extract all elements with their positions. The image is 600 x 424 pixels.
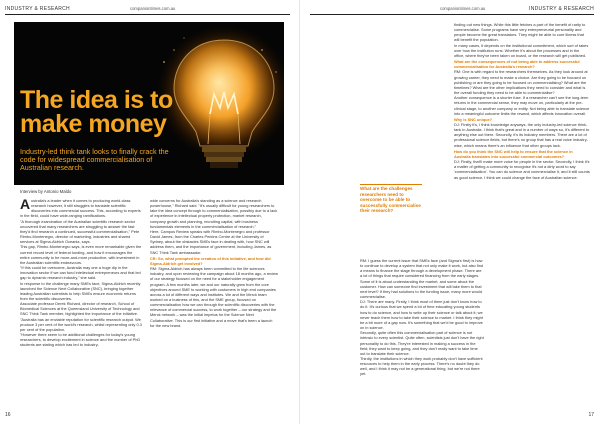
question: What are the consequences of not being able to address successful commercialisation for Australia's research? bbox=[454, 59, 580, 70]
paragraph: Another consequence is a shorter fuse. If a researcher can't see the long-term returns in the commercial sense, they may move on, particularly at the pre-clinical stage, to another company or entity. Not being able to translate science into a meaningful outcome limits the reward, which affects innovation overall. bbox=[454, 95, 590, 116]
paragraph: RM: I guess the current issue that SMEs face (and Sigma's first) is how to continue to develop a system that not only make it work, but also find a means to finance the stage through a development phase. There are a lot of things that require considered financing from the early stages. Some of it is about understanding the market, and some about the customer. How can someone find investment that will take them to that next level? If they had solutions to the funding issue, many more would commercialise. bbox=[360, 258, 484, 300]
article-title bbox=[20, 88, 173, 136]
paragraph: finding out new things. While this little fetches a part of the benefit of rarity to commercialise. Some programs have very entrepreneurial personality and people become the great translators. They might be able to cure illness that will benefit the population. bbox=[454, 22, 586, 43]
paragraph: ustralia's a leader when it comes to producing world-class research however, it still struggles to translate scientific discoveries into commercial success. This, according to experts in the field, could have wide-ranging ramifications. bbox=[20, 198, 141, 219]
site-url: companiontimes.com.au bbox=[440, 6, 486, 11]
paragraph: DJ: There are many. Firstly, I think most of them just don't know how to do it. It's curious that we spend a lot of time educating young students how to do science, and how to write up their science or talk about it; we never teach them how to take their science to market. I think they might be a bit more of a gap now. It's something that we'd be good to improve on in science. bbox=[360, 299, 483, 331]
byline: Interview by Antonio Maldo bbox=[20, 189, 72, 194]
paragraph: Associate professor Derek Richard, director of research, School of Biomedical Sciences at the Queensland University of Technology and SNC Think Tank member, highlighted the importance of the initiative. bbox=[20, 301, 140, 317]
header-rule bbox=[310, 14, 594, 15]
body-column-b bbox=[454, 22, 590, 410]
paragraph: DJ: Firstly, that'll make more voice for people in the sector. Secondly, I think it's a matter of getting a community to recognise it's not a dirty word to say 'commercialisation'. You can do science and commercialise it, and it still counts as good science. I think we could change the face of Australian science. bbox=[454, 159, 590, 180]
body-column-2 bbox=[150, 198, 278, 410]
right-page bbox=[300, 0, 600, 424]
drop-cap: A bbox=[20, 198, 31, 212]
paragraph: In many cases, it depends on the institutional commitment, which sort of takes over how the institution runs: Whether it's about the processes and in the office, where they've been taken on board, or the research will get published. bbox=[454, 42, 589, 58]
hero-image bbox=[14, 22, 284, 185]
paragraph: "Australia has an enviable reputation for scientific research output. We produce 3 per cent of the world's research, whilst representing only 0.3 per cent of the population. bbox=[20, 316, 142, 332]
paragraph: wide concerns for Australia's standing as a science and research powerhouse," Richard said. "It's usually difficult for young researchers to take the idea concept through to commercialisation, possibly due to a lack of experience in intellectual property protection, market research, company growth and planning, recruiting capital, with business fundamentals elements in the commercialisation of research." bbox=[150, 198, 278, 229]
paragraph: "However there seem to be additional challenges for today's young researchers, to develop excitement in science and the number of PhD students are stating which has led to industry- bbox=[20, 332, 141, 348]
title-line-1: The idea is to bbox=[20, 86, 173, 114]
pull-quote-rule bbox=[360, 184, 422, 185]
site-url: companiontimes.com.au bbox=[130, 6, 176, 11]
page-number: 16 bbox=[5, 412, 11, 418]
standfirst: Industry-led think tank looks to finally crack the code for widespread commercialisation of Australian research. bbox=[20, 147, 169, 173]
section-label: INDUSTRY & RESEARCH bbox=[5, 6, 70, 12]
paragraph: RM: Sigma-Aldrich has always been committed to the life sciences industry, and upon reviewing the campaign about 18 months ago, a review of our strategy focused on the need for a stakeholder engagement program. A few months later, we and our naturally grew from the core objectives around SME to working with customers in high end companies across a lot of different ways and institutes. We and the Merck team worked on a business of this, and the SME group, focused on commercialisation how we can through the scientific discoveries with the relevance of commercial success, to work together – our strategy and the Merck network – was the initial impetus for the Science Next Collaborative. This is our first initiative and a move that's been a launch for the new brand. bbox=[150, 266, 278, 328]
pull-quote: What are the challenges researchers need to overcome to be able to successfully commercialise their research? bbox=[360, 186, 421, 214]
question: How do you think the SNC will help to ensure that the science in Australia translates into successful commercial outcomes? bbox=[454, 148, 573, 159]
paragraph: "A thorough examination of the Australian scientific research sector uncovered that many researchers are struggling to answer the fast they'd find research a continued, successful commercialisation," Pete Rimbo-Montenegro, director of marketing, industries and shared services at Sigma-Aldrich Oceania, says. bbox=[20, 218, 140, 245]
question: Why is SNC unique? bbox=[454, 116, 493, 122]
paragraph: "If this could be overcome, Australia may one a huge dip in the innovation sector if we can fund intellectual entrepreneurs and that led gap to dynamic research industry," she said. bbox=[20, 265, 141, 281]
header-rule bbox=[5, 14, 290, 15]
paragraph: Here, Campus Review speaks with Rimbo-Montenegro and professor David James, from the Charles Perkins Centre at the University of Sydney, about the obstacles SMEs face in dealing with, how SNC will address them, and the importance of government, including James, as SNC Think Tank ambassador. bbox=[150, 228, 272, 255]
question: CR: So, what prompted the creation of this initiative, and how did Sigma-Aldrich get involved? bbox=[150, 255, 271, 266]
body-column-1 bbox=[20, 198, 142, 410]
title-line-2: make money bbox=[20, 110, 167, 138]
paragraph: Secondly, quite often this commercialisation part of science is not intrinsic to every scientist. Quite often, scientists just don't have the right personality to do this. They're interested in making a success in the field; they want to keep going, and they don't really want to take time out to translate their science. bbox=[360, 330, 484, 356]
paragraph: In response to the challenge many SMEs face, Sigma-Aldrich recently launched the Science Next Collaborative (SNC), bringing together leading Australian scientists to help SMEs ensure economic returns from the scientific discoveries. bbox=[20, 280, 141, 301]
page-number: 17 bbox=[588, 412, 594, 418]
paragraph: Thirdly, the institutions in which they work probably don't have sufficient resources to help them in the early process. There's no doubt they do well, and I think it may not be a generational thing, but we're not there yet. bbox=[360, 355, 483, 377]
paragraph: RM: One is with regard to the researchers themselves. As they look around at growing career, they need to make a choice. Are they going to be focused on publishing or are they going to be focused on commercialising? What are the timelines? What are the other implications they need to consider and what is the overall funding they need to be able to commercialise? bbox=[454, 69, 588, 96]
paragraph: This gap, Rimbo-Montenegro says, is even more remarkable given the current record level of federal funding, and how it encourages the entire community to be more-and-more productive, with investment in the Australian scientific endeavours. bbox=[20, 244, 142, 265]
paragraph: DJ: Firstly it's, I think knowledge anyways, the only industry-led science think-tank in Australia. I think that's great and in a number of ways so, it's different to anything else out there. Secondly, it's its industry members. There are a lot of professional science fields, but there's no group that has a real voice industry-wise, which means there's an influence that other groups lack. bbox=[454, 121, 590, 148]
section-label: INDUSTRY & RESEARCH bbox=[529, 6, 594, 12]
